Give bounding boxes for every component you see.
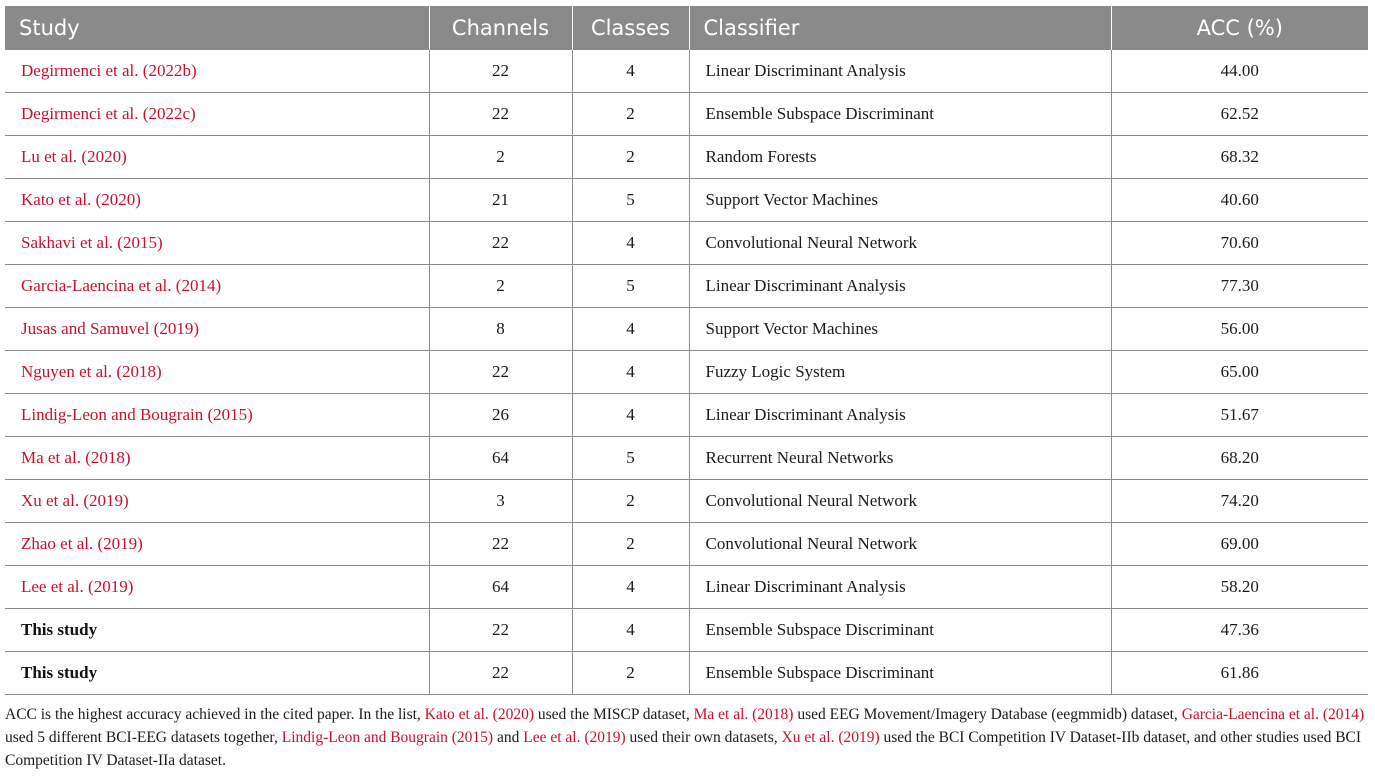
acc-cell: 69.00 xyxy=(1111,523,1368,566)
study-author-link[interactable]: Kato et al. ( xyxy=(21,190,102,209)
study-cell xyxy=(5,222,429,265)
acc-cell: 68.20 xyxy=(1111,437,1368,480)
classes-cell: 2 xyxy=(572,93,689,136)
study-author-link[interactable]: Sakhavi et al. ( xyxy=(21,233,123,252)
study-close-paren: ) xyxy=(135,190,141,209)
study-author-link[interactable]: Xu et al. ( xyxy=(21,491,89,510)
channels-cell: 8 xyxy=(429,308,572,351)
channels-cell: 22 xyxy=(429,50,572,93)
study-author-link[interactable]: Lee et al. ( xyxy=(21,577,94,596)
classes-cell: 2 xyxy=(572,136,689,179)
table-row xyxy=(5,179,1368,222)
acc-cell: 56.00 xyxy=(1111,308,1368,351)
acc-cell: 68.32 xyxy=(1111,136,1368,179)
study-author-link[interactable]: Lindig-Leon and Bougrain ( xyxy=(21,405,214,424)
channels-cell: 22 xyxy=(429,222,572,265)
study-year-link[interactable]: 2019 xyxy=(159,319,194,338)
study-cell xyxy=(5,50,429,93)
channels-cell: 26 xyxy=(429,394,572,437)
study-cell xyxy=(5,523,429,566)
table-row xyxy=(5,93,1368,136)
study-cell xyxy=(5,308,429,351)
classifier-cell: Linear Discriminant Analysis xyxy=(689,265,1111,308)
table-row xyxy=(5,308,1368,351)
study-close-paren: ) xyxy=(215,276,222,295)
classifier-cell: Linear Discriminant Analysis xyxy=(689,394,1111,437)
study-cell xyxy=(5,394,429,437)
header-classes: Classes xyxy=(572,6,689,50)
acc-cell: 44.00 xyxy=(1111,50,1368,93)
table-row-this-study xyxy=(5,652,1368,695)
footnote-text: used their own datasets, xyxy=(625,729,782,746)
study-cell xyxy=(5,179,429,222)
study-close-paren: ) xyxy=(193,319,200,338)
channels-cell: 22 xyxy=(429,351,572,394)
study-year-link[interactable]: 2020 xyxy=(87,147,122,166)
study-close-paren: ) xyxy=(156,362,162,381)
study-year-link[interactable]: 2019 xyxy=(103,534,138,553)
footnote-text: used EEG Movement/Imagery Database (eegmmidb) dataset, xyxy=(793,706,1182,723)
table-row xyxy=(5,523,1368,566)
study-cell xyxy=(5,265,429,308)
table-header-row xyxy=(5,6,1368,50)
study-year-link[interactable]: 2020 xyxy=(101,190,136,209)
acc-cell: 62.52 xyxy=(1111,93,1368,136)
table-row xyxy=(5,351,1368,394)
classifier-cell: Linear Discriminant Analysis xyxy=(689,50,1111,93)
study-close-paren: ) xyxy=(121,147,127,166)
study-cell-this-study: This study xyxy=(5,609,429,652)
classifier-cell: Random Forests xyxy=(689,136,1111,179)
study-close-paren: ) xyxy=(156,233,163,252)
study-year-link[interactable]: 2019 xyxy=(93,577,128,596)
study-year-link[interactable]: 2018 xyxy=(122,362,157,381)
channels-cell: 22 xyxy=(429,93,572,136)
study-author-link[interactable]: Lu et al. ( xyxy=(21,147,88,166)
classifier-cell: Recurrent Neural Networks xyxy=(689,437,1111,480)
footnote-citation-link[interactable]: Lee et al. (2019) xyxy=(523,729,626,746)
study-year-link[interactable]: 2022c xyxy=(148,104,190,123)
table-footnote xyxy=(5,703,1370,772)
acc-cell: 65.00 xyxy=(1111,351,1368,394)
comparison-table-container xyxy=(5,6,1368,695)
footnote-text: used 5 different BCI-EEG datasets together, xyxy=(5,729,282,746)
table-row-this-study xyxy=(5,609,1368,652)
study-close-paren: ) xyxy=(122,491,129,510)
study-cell xyxy=(5,93,429,136)
study-author-link[interactable]: Ma et al. ( xyxy=(21,448,91,467)
channels-cell: 22 xyxy=(429,652,572,695)
footnote-citation-link[interactable]: Lindig-Leon and Bougrain (2015) xyxy=(281,729,494,746)
study-author-link[interactable]: Degirmenci et al. ( xyxy=(21,104,149,123)
study-close-paren: ) xyxy=(127,577,134,596)
channels-cell: 21 xyxy=(429,179,572,222)
classes-cell: 4 xyxy=(572,308,689,351)
study-year-link[interactable]: 2018 xyxy=(90,448,125,467)
footnote-citation-link[interactable]: Ma et al. (2018) xyxy=(693,706,794,723)
classifier-cell: Support Vector Machines xyxy=(689,179,1111,222)
study-year-link[interactable]: 2015 xyxy=(213,405,248,424)
footnote-text: ACC is the highest accuracy achieved in the cited paper. In the list, xyxy=(5,706,425,723)
table-row xyxy=(5,50,1368,93)
study-cell xyxy=(5,437,429,480)
classifier-cell: Ensemble Subspace Discriminant xyxy=(689,652,1111,695)
header-acc: ACC (%) xyxy=(1111,6,1368,50)
channels-cell: 64 xyxy=(429,437,572,480)
acc-cell: 70.60 xyxy=(1111,222,1368,265)
classifier-cell: Convolutional Neural Network xyxy=(689,480,1111,523)
channels-cell: 22 xyxy=(429,609,572,652)
study-close-paren: ) xyxy=(190,61,197,80)
acc-cell: 58.20 xyxy=(1111,566,1368,609)
classifier-cell: Support Vector Machines xyxy=(689,308,1111,351)
acc-cell: 61.86 xyxy=(1111,652,1368,695)
footnote-citation-link[interactable]: Garcia-Laencina et al. (2014) xyxy=(1181,706,1365,723)
classes-cell: 4 xyxy=(572,394,689,437)
study-year-link[interactable]: 2019 xyxy=(88,491,123,510)
study-close-paren: ) xyxy=(247,405,253,424)
acc-cell: 40.60 xyxy=(1111,179,1368,222)
classes-cell: 2 xyxy=(572,480,689,523)
table-row xyxy=(5,136,1368,179)
table-row xyxy=(5,222,1368,265)
classes-cell: 4 xyxy=(572,222,689,265)
study-author-link[interactable]: Garcia-Laencina et al. ( xyxy=(21,276,182,295)
study-year-link[interactable]: 2015 xyxy=(122,233,157,252)
study-cell-this-study: This study xyxy=(5,652,429,695)
acc-cell: 51.67 xyxy=(1111,394,1368,437)
table-row xyxy=(5,566,1368,609)
classifier-cell: Convolutional Neural Network xyxy=(689,523,1111,566)
classifier-cell: Ensemble Subspace Discriminant xyxy=(689,609,1111,652)
study-author-link[interactable]: Nguyen et al. ( xyxy=(21,362,123,381)
study-year-link[interactable]: 2022b xyxy=(148,61,191,80)
study-close-paren: ) xyxy=(124,448,131,467)
header-channels: Channels xyxy=(429,6,572,50)
comparison-table xyxy=(5,6,1368,695)
study-close-paren: ) xyxy=(190,104,196,123)
classes-cell: 4 xyxy=(572,351,689,394)
table-row xyxy=(5,437,1368,480)
footnote-citation-link[interactable]: Xu et al. (2019) xyxy=(781,729,880,746)
table-row xyxy=(5,394,1368,437)
channels-cell: 64 xyxy=(429,566,572,609)
channels-cell: 2 xyxy=(429,136,572,179)
study-author-link[interactable]: Degirmenci et al. ( xyxy=(21,61,149,80)
study-cell xyxy=(5,136,429,179)
classes-cell: 4 xyxy=(572,609,689,652)
table-body xyxy=(5,50,1368,695)
header-study: Study xyxy=(5,6,429,50)
study-cell xyxy=(5,351,429,394)
footnote-text: and xyxy=(493,729,524,746)
channels-cell: 22 xyxy=(429,523,572,566)
classes-cell: 2 xyxy=(572,523,689,566)
acc-cell: 47.36 xyxy=(1111,609,1368,652)
footnote-citation-link[interactable]: Kato et al. (2020) xyxy=(424,706,534,723)
footnote-text: used the BCI Competition IV Dataset-IIb dataset, and other studies used BCI Competition IV Dataset-IIa dataset. xyxy=(5,729,1362,769)
table-row xyxy=(5,480,1368,523)
study-author-link[interactable]: Jusas and Samuvel ( xyxy=(21,319,160,338)
study-close-paren: ) xyxy=(137,534,143,553)
classes-cell: 4 xyxy=(572,50,689,93)
table-row xyxy=(5,265,1368,308)
header-classifier: Classifier xyxy=(689,6,1111,50)
classifier-cell: Convolutional Neural Network xyxy=(689,222,1111,265)
classes-cell: 4 xyxy=(572,566,689,609)
study-cell xyxy=(5,480,429,523)
classifier-cell: Ensemble Subspace Discriminant xyxy=(689,93,1111,136)
study-cell xyxy=(5,566,429,609)
footnote-text: used the MISCP dataset, xyxy=(534,706,694,723)
classes-cell: 5 xyxy=(572,179,689,222)
classifier-cell: Fuzzy Logic System xyxy=(689,351,1111,394)
acc-cell: 74.20 xyxy=(1111,480,1368,523)
channels-cell: 3 xyxy=(429,480,572,523)
channels-cell: 2 xyxy=(429,265,572,308)
study-year-link[interactable]: 2014 xyxy=(181,276,216,295)
classifier-cell: Linear Discriminant Analysis xyxy=(689,566,1111,609)
classes-cell: 5 xyxy=(572,437,689,480)
classes-cell: 2 xyxy=(572,652,689,695)
study-author-link[interactable]: Zhao et al. ( xyxy=(21,534,104,553)
acc-cell: 77.30 xyxy=(1111,265,1368,308)
classes-cell: 5 xyxy=(572,265,689,308)
